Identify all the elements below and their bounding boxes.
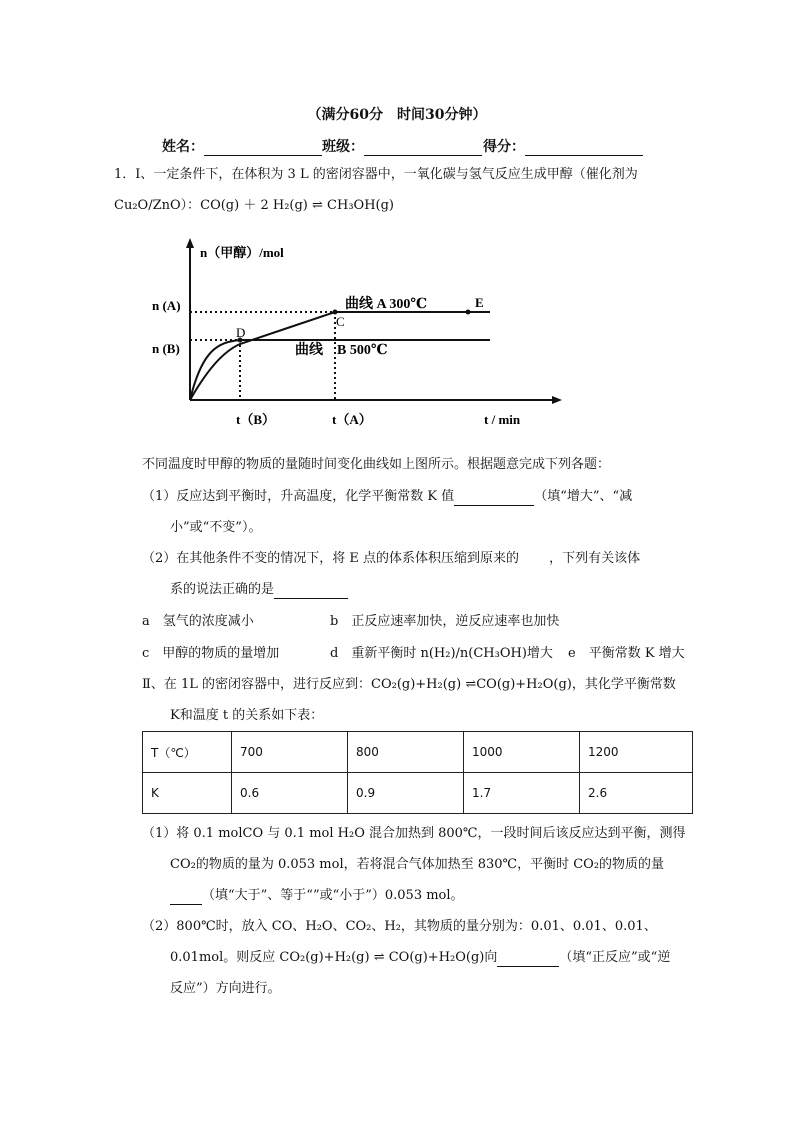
q2-sub2-line2 [170, 949, 670, 967]
q1-sub1-line1 [142, 488, 632, 506]
table-cell: 1200 [580, 732, 693, 773]
x-axis-label: t / min [484, 412, 521, 427]
q2-sub1-text: （填“大于”、等于“”或“小于”）0.053 mol。 [202, 888, 464, 903]
table-cell: 1.7 [464, 773, 580, 814]
point-c-label: C [336, 314, 345, 329]
y-axis-label: n（甲醇）/mol [200, 245, 284, 260]
score-blank[interactable] [525, 141, 643, 156]
methanol-graph [140, 230, 580, 440]
table-cell: K [143, 773, 232, 814]
q1-sub2-line1: （2）在其他条件不变的情况下，将 E 点的体系体积压缩到原来的 ，下列有关该体 [142, 551, 641, 566]
q1-sub1-text-b: （填“增大”、“减 [534, 489, 633, 504]
table-row [143, 732, 693, 773]
score-label: 得分： [483, 139, 525, 155]
table-row [143, 773, 693, 814]
x-tick-ta: t（A） [332, 412, 372, 427]
option-d: d 重新平衡时 n(H₂)/n(CH₃OH)增大 [330, 646, 553, 661]
q1-sub2-answer-blank[interactable] [274, 585, 348, 599]
option-c: c 甲醇的物质的量增加 [142, 646, 280, 661]
table-cell: 700 [232, 732, 348, 773]
curve-a-label: 曲线 A 300℃ [345, 297, 428, 312]
y-tick-na: n (A) [152, 298, 181, 313]
k-table [142, 731, 693, 814]
q2-sub2-text-b: （填“正反应”或“逆 [559, 950, 671, 965]
option-b: b 正反应速率加快，逆反应速率也加快 [330, 614, 560, 629]
name-field [162, 136, 322, 156]
y-axis-arrow [186, 238, 194, 248]
point-e-label: E [475, 295, 484, 310]
option-e: e 平衡常数 K 增大 [568, 646, 685, 661]
q2-sub1-line3 [170, 887, 464, 905]
q2-sub2-line3: 反应”）方向进行。 [170, 981, 281, 996]
class-blank[interactable] [364, 141, 482, 156]
y-tick-nb: n (B) [152, 341, 180, 356]
q2-intro-line1: Ⅱ、在 1L 的密闭容器中，进行反应到：CO₂(g)+H₂(g) ⇌CO(g)+H₂O(g)，其化学平衡常数 [142, 677, 676, 692]
curve-b-label: 曲线 B 500℃ [295, 343, 388, 358]
point-d-label: D [236, 325, 246, 340]
point-e-marker [466, 310, 471, 315]
option-a: a 氢气的浓度减小 [142, 614, 254, 629]
q2-sub2-text-a: 0.01mol。则反应 CO₂(g)+H₂(g) ⇌ CO(g)+H₂O(g)向 [170, 950, 498, 965]
q2-intro-line2: K和温度 t 的关系如下表： [170, 708, 324, 723]
table-cell: T（℃） [143, 732, 232, 773]
name-blank[interactable] [204, 141, 322, 156]
x-axis-arrow [552, 396, 562, 404]
q2-sub1-line2: CO₂的物质的量为 0.053 mol，若将混合气体加热至 830℃，平衡时 CO₂的物质的量 [170, 857, 665, 872]
class-label: 班级： [322, 139, 364, 155]
table-cell: 800 [348, 732, 464, 773]
class-field [322, 136, 482, 156]
q2-sub1-answer-blank[interactable] [170, 891, 202, 905]
table-cell: 0.6 [232, 773, 348, 814]
q1-sub2-line2 [170, 581, 348, 599]
q1-sub1-answer-blank[interactable] [454, 492, 534, 506]
x-tick-tb: t（B） [236, 412, 276, 427]
q2-sub2-line1: （2）800℃时，放入 CO、H₂O、CO₂、H₂，其物质的量分别为：0.01、0.01、0.01、 [142, 919, 657, 934]
table-cell: 2.6 [580, 773, 693, 814]
q1-sub2-text: 系的说法正确的是 [170, 582, 275, 597]
q1-intro-line1: 1．Ⅰ、一定条件下，在体积为 3 L 的密闭容器中，一氧化碳与氢气反应生成甲醇（催化剂为 [114, 167, 638, 182]
q1-sub1-text-a: （1）反应达到平衡时，升高温度，化学平衡常数 K 值 [142, 489, 455, 504]
q2-sub2-answer-blank[interactable] [497, 953, 559, 967]
q1-description: 不同温度时甲醇的物质的量随时间变化曲线如上图所示。根据题意完成下列各题： [142, 457, 611, 472]
q1-sub1-line2: 小”或“不变”）。 [170, 520, 262, 535]
q2-sub1-line1: （1）将 0.1 molCO 与 0.1 mol H₂O 混合加热到 800℃，一段时间后该反应达到平衡，测得 [142, 826, 686, 841]
q1-intro-line2: Cu₂O/ZnO）：CO(g) ＋ 2 H₂(g) ⇌ CH₃OH(g) [114, 198, 394, 213]
table-cell: 0.9 [348, 773, 464, 814]
score-field [483, 136, 643, 156]
table-cell: 1000 [464, 732, 580, 773]
page-title: （满分60分 时间30分钟） [307, 107, 487, 123]
name-label: 姓名： [162, 139, 204, 155]
